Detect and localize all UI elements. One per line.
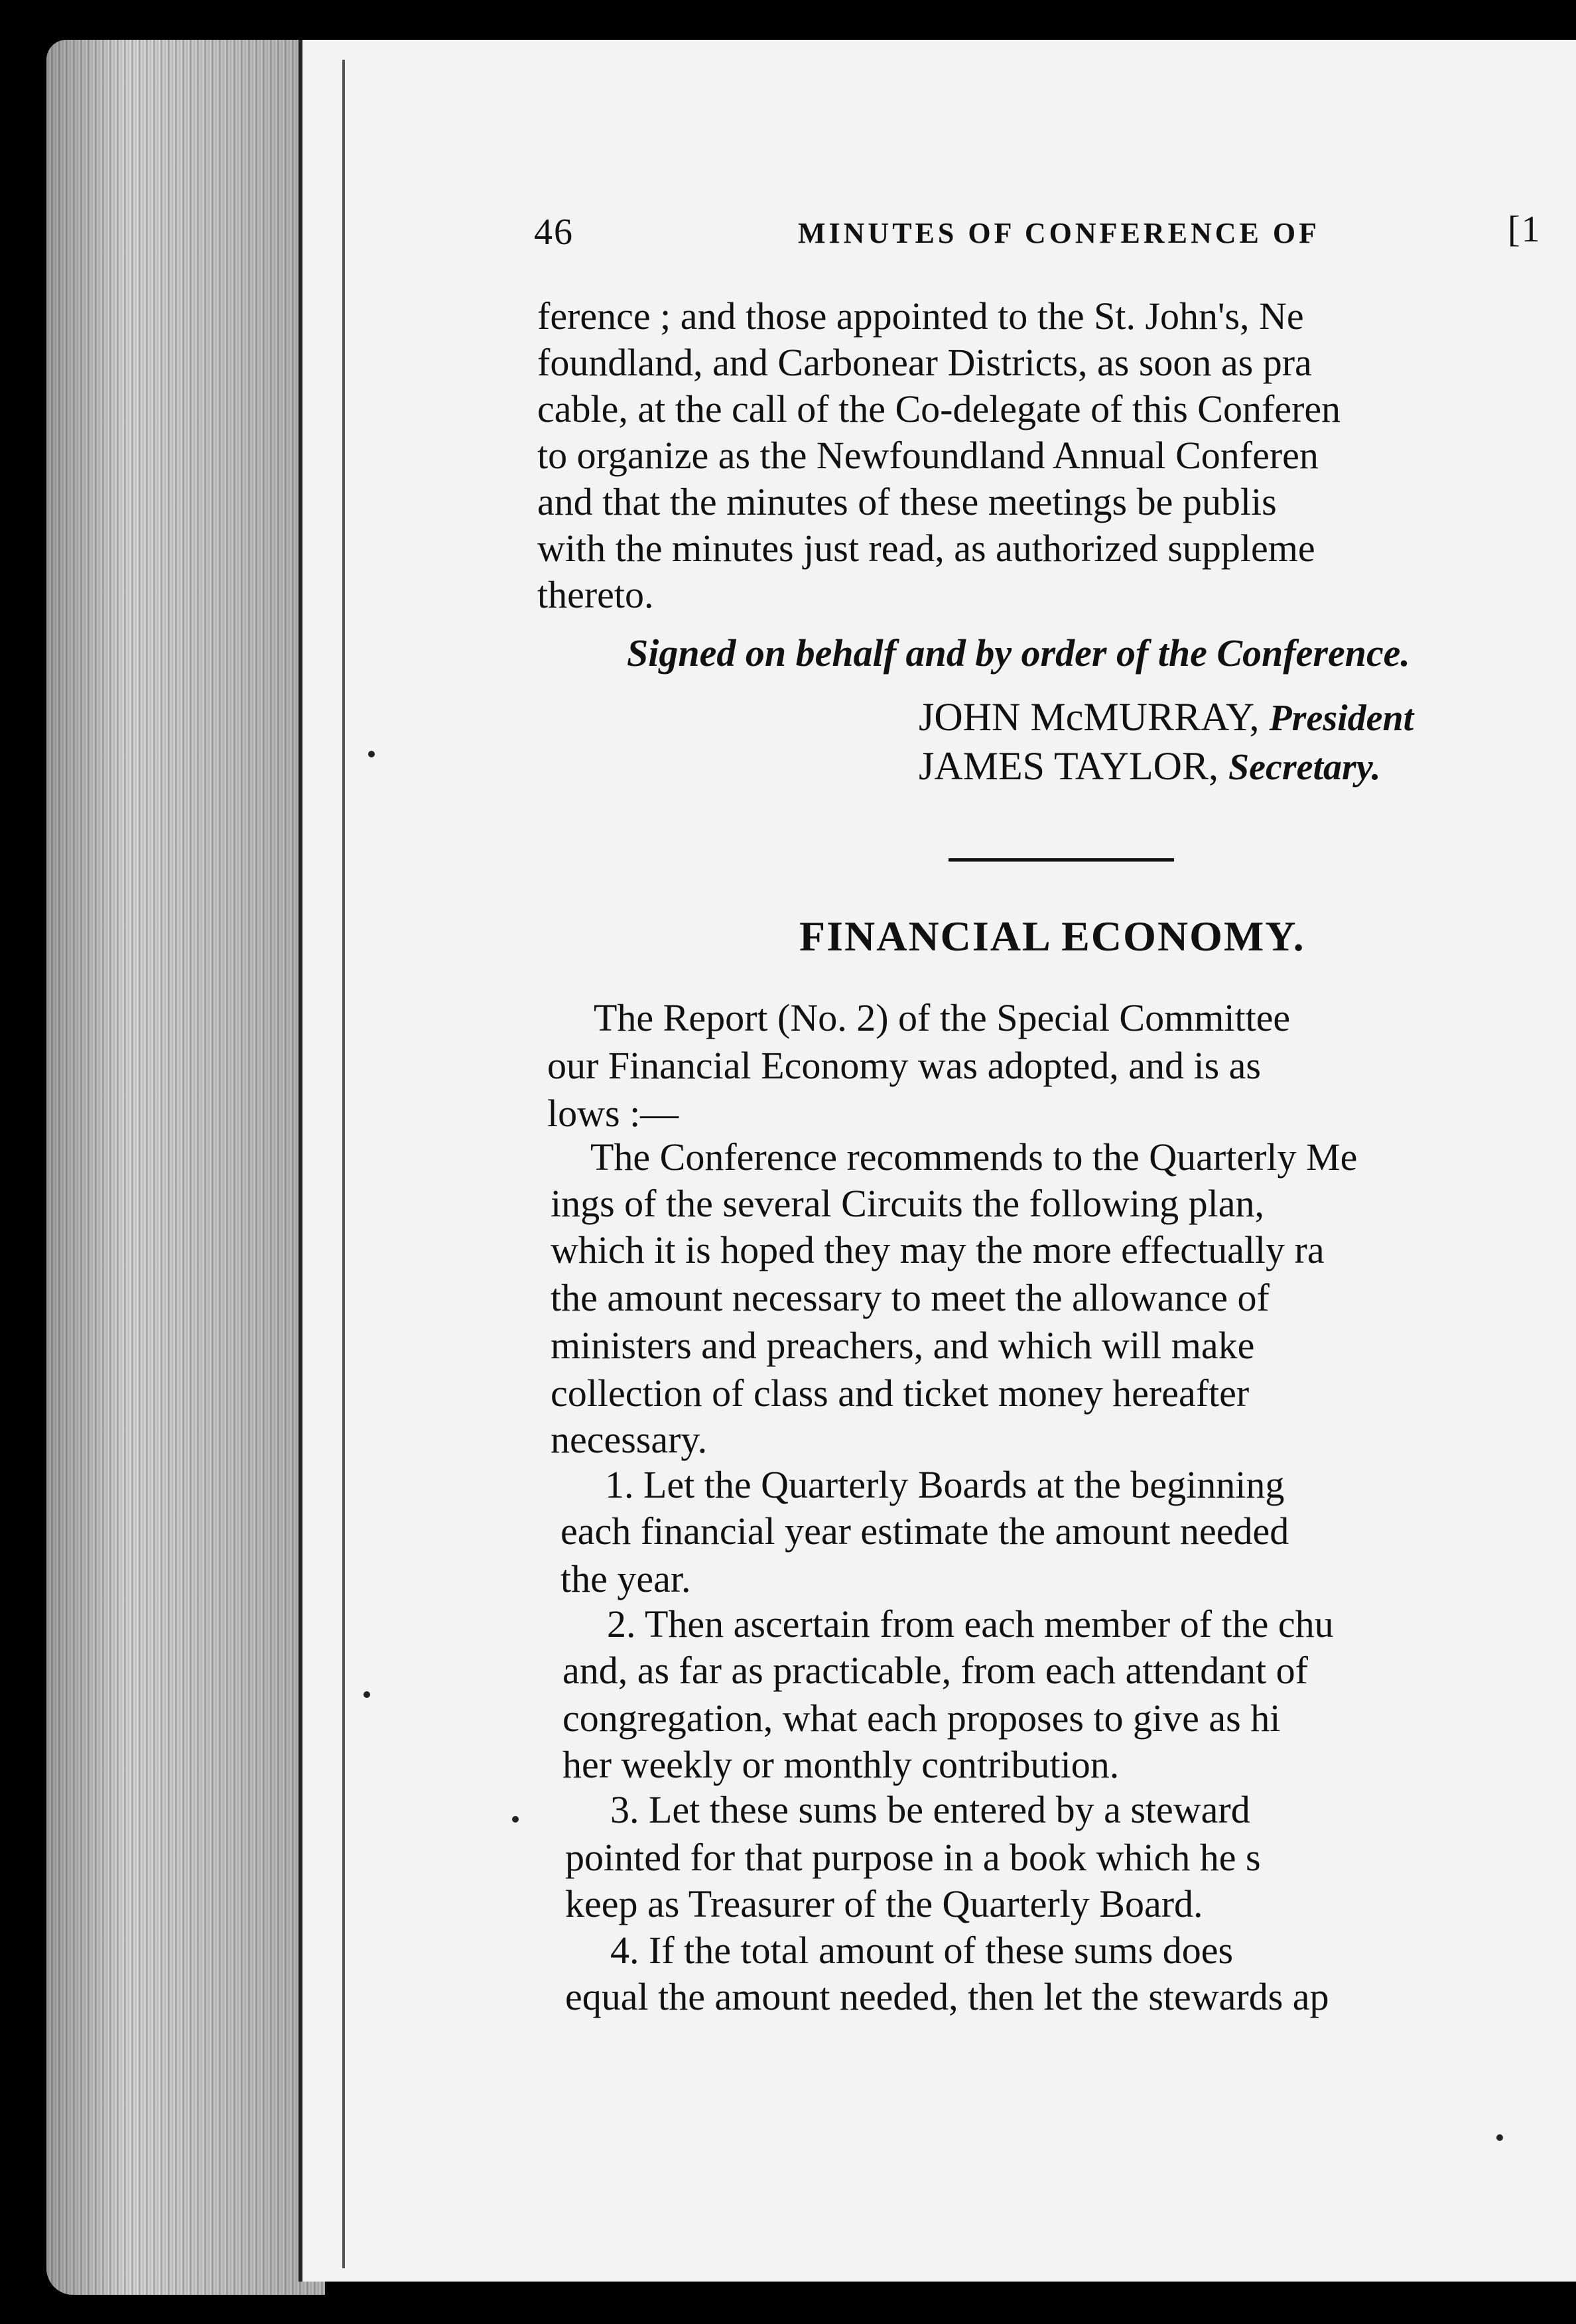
list-item-line: keep as Treasurer of the Quarterly Board. [565,1882,1203,1925]
page-number: 46 [534,212,574,253]
paragraph-line: with the minutes just read, as authorized suppleme [537,527,1315,570]
list-item-line: 3. Let these sums be entered by a steward [610,1788,1250,1831]
list-item-line: pointed for that purpose in a book which he s [565,1836,1261,1879]
signatory-president [919,694,1576,742]
paragraph-line: ings of the several Circuits the following plan, [551,1182,1265,1225]
running-title: MINUTES OF CONFERENCE OF [798,217,1320,249]
ink-speck [363,1691,370,1698]
signatory-name: JAMES TAYLOR, [919,744,1218,788]
header-bracket: [1 [1508,209,1542,250]
paragraph-line: our Financial Economy was adopted, and is as [547,1044,1261,1087]
list-item-line: equal the amount needed, then let the stewards ap [565,1975,1329,2018]
paragraph-line: ministers and preachers, and which will make [551,1324,1255,1367]
list-item-line: 2. Then ascertain from each member of the chu [607,1602,1334,1646]
section-heading: FINANCIAL ECONOMY. [799,913,1305,960]
signatory-title: Secretary. [1228,747,1381,788]
paragraph-line: lows :— [547,1092,679,1135]
signed-line: Signed on behalf and by order of the Conference. [627,631,1410,675]
list-item-line: each financial year estimate the amount needed [560,1510,1289,1553]
paragraph-line: the amount necessary to meet the allowance of [551,1276,1270,1319]
signatory-secretary [919,743,1576,791]
list-item-line: the year. [560,1557,691,1600]
paragraph-line: collection of class and ticket money hereafter [551,1372,1250,1415]
paragraph-line: foundland, and Carbonear Districts, as soon as pra [537,341,1312,384]
list-item-line: and, as far as practicable, from each attendant of [562,1649,1308,1692]
ink-speck [1496,2134,1503,2141]
list-item-line: her weekly or monthly contribution. [562,1743,1120,1786]
ink-speck [512,1816,519,1823]
paragraph-line: ference ; and those appointed to the St. John's, Ne [537,294,1304,338]
list-item-line: 1. Let the Quarterly Boards at the beginning [605,1463,1285,1506]
page-edges [46,40,325,2295]
paragraph-line: which it is hoped they may the more effectually ra [551,1228,1325,1271]
paragraph-line: cable, at the call of the Co-delegate of this Conferen [537,387,1341,430]
paragraph-line: necessary. [551,1418,708,1461]
list-item-line: congregation, what each proposes to give as hi [562,1697,1281,1740]
paragraph-line: The Conference recommends to the Quarterly Me [590,1135,1358,1179]
paragraph-line: thereto. [537,573,654,616]
ink-speck [368,751,375,757]
signatory-title: President [1269,698,1414,739]
signatory-name: JOHN McMURRAY, [919,695,1260,739]
paragraph-line: and that the minutes of these meetings be publis [537,480,1277,523]
list-item-line: 4. If the total amount of these sums does [610,1929,1234,1972]
page-inner-edge [342,60,345,2268]
running-header [534,211,1575,251]
paragraph-line: The Report (No. 2) of the Special Committee [594,996,1291,1039]
section-divider [949,858,1174,862]
paragraph-line: to organize as the Newfoundland Annual Conferen [537,434,1319,477]
